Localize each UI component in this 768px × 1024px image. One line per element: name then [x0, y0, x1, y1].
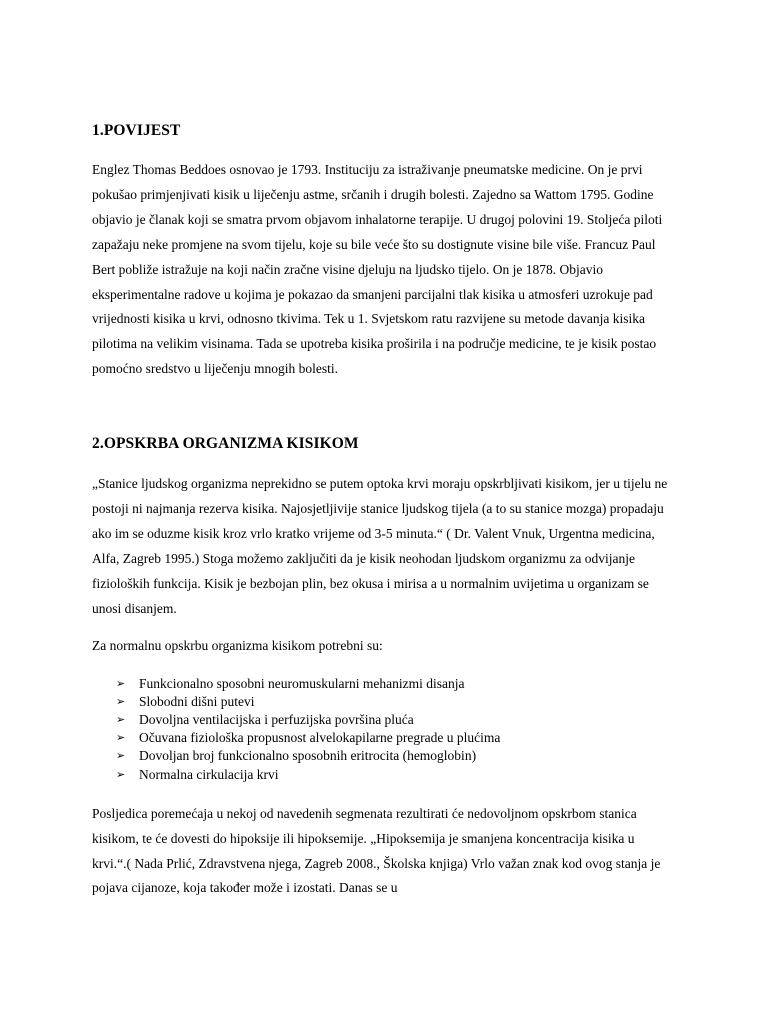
list-item-text: Očuvana fiziološka propusnost alvelokapilarne pregrade u plućima: [139, 730, 501, 746]
list-item-text: Slobodni dišni putevi: [139, 693, 255, 709]
list-item: [92, 711, 668, 729]
paragraph-consequences: Posljedica poremećaja u nekoj od navedenih segmenata rezultirati će nedovoljnom opskrbom stanica kisikom, te će dovesti do hipoksije ili hipoksemije. „Hipoksemija je smanjena koncentracija kisika u krvi.“.( Nada Prlić, Zdravstvena njega, Zagreb 2008., Školska knjiga) Vrlo važan znak kod ovog stanja je pojava cijanoze, koja također može i izostati. Danas se u: [92, 805, 661, 896]
arrow-bullet-icon: ➢: [116, 731, 126, 745]
list-item-text: Dovoljan broj funkcionalno sposobnih eritrocita (hemoglobin): [139, 748, 477, 764]
list-item: [92, 675, 668, 693]
arrow-bullet-icon: ➢: [116, 694, 126, 708]
document-body: [92, 120, 668, 901]
list-item: [92, 729, 668, 747]
paragraph-list-intro: Za normalnu opskrbu organizma kisikom potrebni su:: [92, 637, 383, 653]
section-heading-povijest: 1.POVIJEST: [92, 122, 181, 139]
arrow-bullet-icon: ➢: [116, 676, 126, 690]
arrow-bullet-icon: ➢: [116, 767, 126, 781]
list-item-text: Dovoljna ventilacijska i perfuzijska površina pluća: [139, 711, 414, 727]
list-item: [92, 747, 668, 765]
list-item: [92, 693, 668, 711]
arrow-bullet-icon: ➢: [116, 712, 126, 726]
paragraph-povijest: Englez Thomas Beddoes osnovao je 1793. Instituciju za istraživanje pneumatske medicine. On je prvi pokušao primjenjivati kisik u liječenju astme, srčanih i drugih bolesti. Zajedno sa Wattom 1795. Godine objavio je članak koji se smatra prvom objavom inhalatorne terapije. U drugoj polovini 19. Stoljeća piloti zapažaju neke promjene na svom tijelu, koje su bile veće što su dostignute visine bile više. Francuz Paul Bert pobliže istražuje na koji način zračne visine djeluju na ljudsko tijelo. On je 1878. Objavio eksperimentalne radove u kojima je pokazao da smanjeni parcijalni tlak kisika u atmosferi uzrokuje pad vrijednosti kisika u krvi, odnosno tkivima. Tek u 1. Svjetskom ratu razvijene su metode davanja kisika pilotima na velikim visinama. Tada se upotreba kisika proširila i na područje medicine, te je kisik postao pomoćno sredstvo u liječenju mnogih bolesti.: [92, 162, 663, 377]
paragraph-quote: „Stanice ljudskog organizma neprekidno se putem optoka krvi moraju opskrbljivati kisikom, jer u tijelu ne postoji ni najmanja rezerva kisika. Najosjetljivije stanice ljudskog tijela (a to su stanice mozga) propadaju ako im se oduzme kisik kroz vrlo kratko vrijeme od 3-5 minuta.“ ( Dr. Valent Vnuk, Urgentna medicina, Alfa, Zagreb 1995.) Stoga možemo zaključiti da je kisik neohodan ljudskom organizmu za odvijanje fizioloških funkcija. Kisik je bezbojan plin, bez okusa i mirisa a u normalnim uvijetima u organizam se unosi disanjem.: [92, 476, 668, 616]
section-heading-opskrba: 2.OPSKRBA ORGANIZMA KISIKOM: [92, 435, 359, 453]
list-item-text: Funkcionalno sposobni neuromuskularni mehanizmi disanja: [139, 675, 465, 691]
arrow-bullet-icon: ➢: [116, 749, 126, 763]
requirements-list: [92, 675, 668, 784]
list-item: [92, 766, 668, 784]
list-item-text: Normalna cirkulacija krvi: [139, 766, 279, 782]
